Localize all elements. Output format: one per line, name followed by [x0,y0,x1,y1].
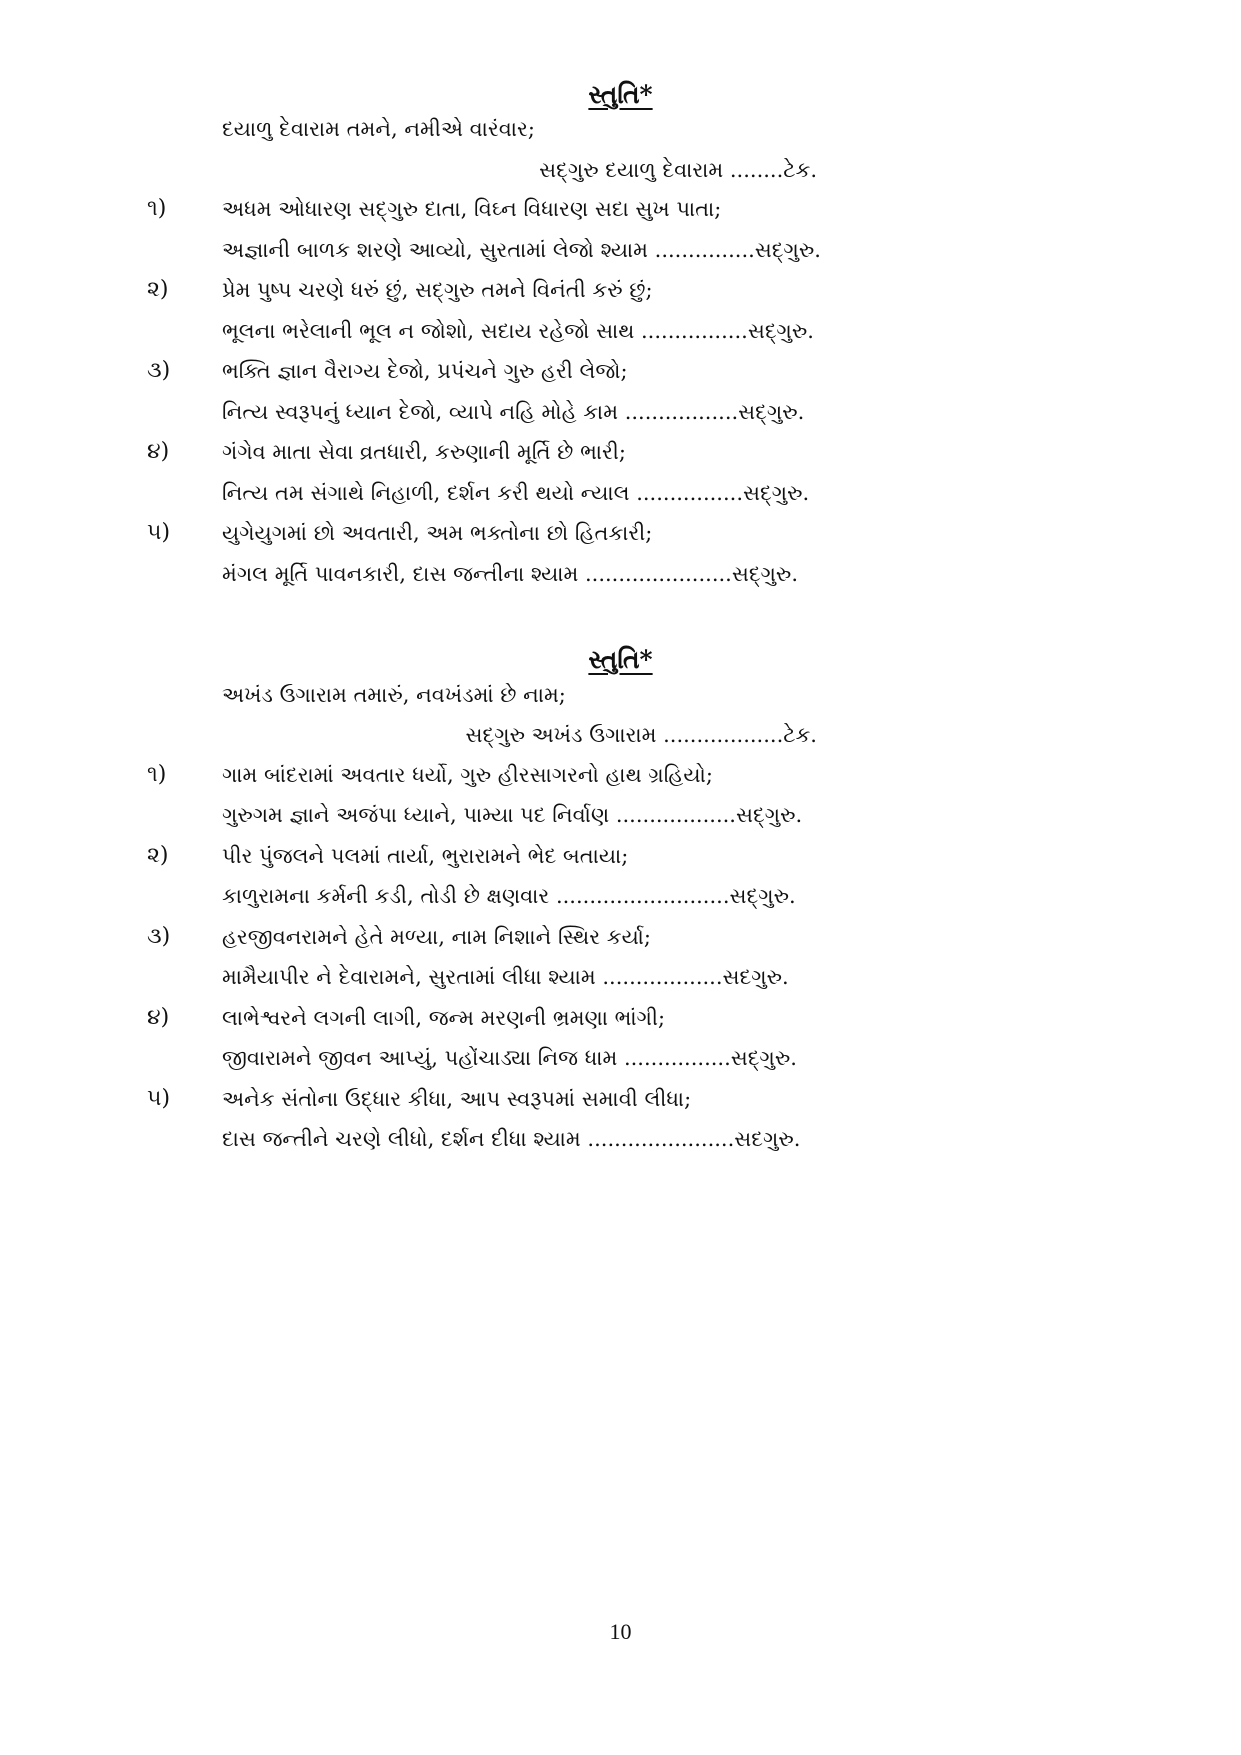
hymn-1-opening-line: દયાળુ દેવારામ તમને, નમીએ વારંવાર; [222,117,535,141]
hymn-1-verse-line: યુગેયુગમાં છો અવતારી, અમ ભક્તોના છો હિતકારી; [222,521,653,545]
hymn-1-verse-line: ભક્તિ જ્ઞાન વૈરાગ્ય દેજો, પ્રપંચને ગુરુ હરી લેજો; [222,359,628,383]
hymn-1-verse-number: ૩) [147,358,171,383]
hymn-2-verse-number: ૩) [147,924,171,949]
hymn-2-verse-line: ગુરુગમ જ્ઞાને અજંપા ધ્યાને, પામ્યા પદ નિર્વાણ ..................સદ્ગુરુ. [222,803,803,827]
hymn-1-verse-number: ૪) [147,439,170,464]
hymn-2-verse-line: પીર પુંજલને પલમાં તાર્યા, ભુરારામને ભેદ બતાયા; [222,844,629,868]
hymn-2-verse-number: ૨) [147,843,169,868]
hymn-1-verse-number: ૧) [147,196,167,221]
hymn-2-verse-line: અનેક સંતોના ઉદ્ધાર કીધા, આપ સ્વરૂપમાં સમાવી લીધા; [222,1087,692,1111]
hymn-2-verse-line: દાસ જન્તીને ચરણે લીધો, દર્શન દીધા શ્યામ ......................સદગુરુ. [222,1127,801,1151]
hymn-1-verse-line: ગંગેવ માતા સેવા વ્રતધારી, કરુણાની મૂર્તિ છે ભારી; [222,440,626,464]
hymn-2-verse-number: ૧) [147,762,167,787]
hymn-1-verse-number: ૨) [147,277,169,302]
hymn-1-refrain: સદ્ગુરુ દયાળુ દેવારામ ........ટેક. [539,158,817,182]
hymn-2-verse-line: કાળુરામના કર્મની કડી, તોડી છે ક્ષણવાર ..........................સદ્ગુરુ. [222,884,796,908]
hymn-1-verse-line: અધમ ઓધારણ સદ્ગુરુ દાતા, વિઘ્ન વિધારણ સદા સુખ પાતા; [222,197,722,221]
hymn-1-verse-line: નિત્ય સ્વરૂપનું ધ્યાન દેજો, વ્યાપે નહિ મોહે કામ .................સદ્ગુરુ. [222,400,805,424]
hymn-2-refrain: સદ્ગુરુ અખંડ ઉગારામ ..................ટેક. [465,723,817,747]
hymn-1-verse-line: ભૂલના ભરેલાની ભૂલ ન જોશો, સદાય રહેજો સાથ ................સદ્ગુરુ. [222,319,814,343]
hymn-1-verse-number: ૫) [147,520,171,545]
page-number: 10 [609,1619,632,1644]
hymn-2-verse-line: મામૈયાપીર ને દેવારામને, સુરતામાં લીધા શ્યામ ..................સદગુરુ. [222,965,789,989]
hymn-1-verse-line: અજ્ઞાની બાળક શરણે આવ્યો, સુરતામાં લેજો શ્યામ ...............સદ્ગુરુ. [222,238,821,262]
hymn-2-verse-line: લાભેશ્વરને લગની લાગી, જન્મ મરણની ભ્રમણા ભાંગી; [222,1006,666,1030]
hymn-2-verse-line: જીવારામને જીવન આપ્યું, પહોંચાડ્યા નિજ ધામ ................સદ્ગુરુ. [222,1046,797,1070]
hymn-1-verse-line: નિત્ય તમ સંગાથે નિહાળી, દર્શન કરી થયો ન્યાલ ................સદ્ગુરુ. [222,481,810,505]
hymn-2-opening-line: અખંડ ઉગારામ તમારું, નવખંડમાં છે નામ; [222,683,566,707]
hymn-2-verse-number: ૪) [147,1005,170,1030]
hymn-1-verse-line: પ્રેમ પુષ્પ ચરણે ધરું છું, સદ્ગુરુ તમને વિનંતી કરું છું; [222,278,653,302]
hymn-1-title: સ્તુતિ* [588,80,653,109]
hymn-2-verse-number: ૫) [147,1086,171,1111]
hymn-2-title: સ્તુતિ* [588,645,653,674]
hymn-2-verse-line: હરજીવનરામને હેતે મળ્યા, નામ નિશાને સ્થિર કર્યા; [222,925,651,949]
hymn-1-verse-line: મંગલ મૂર્તિ પાવનકારી, દાસ જન્તીના શ્યામ ......................સદ્ગુરુ. [222,562,798,586]
hymn-2-verse-line: ગામ બાંદરામાં અવતાર ધર્યો, ગુરુ હીરસાગરનો હાથ ગ્રહિયો; [222,763,713,787]
